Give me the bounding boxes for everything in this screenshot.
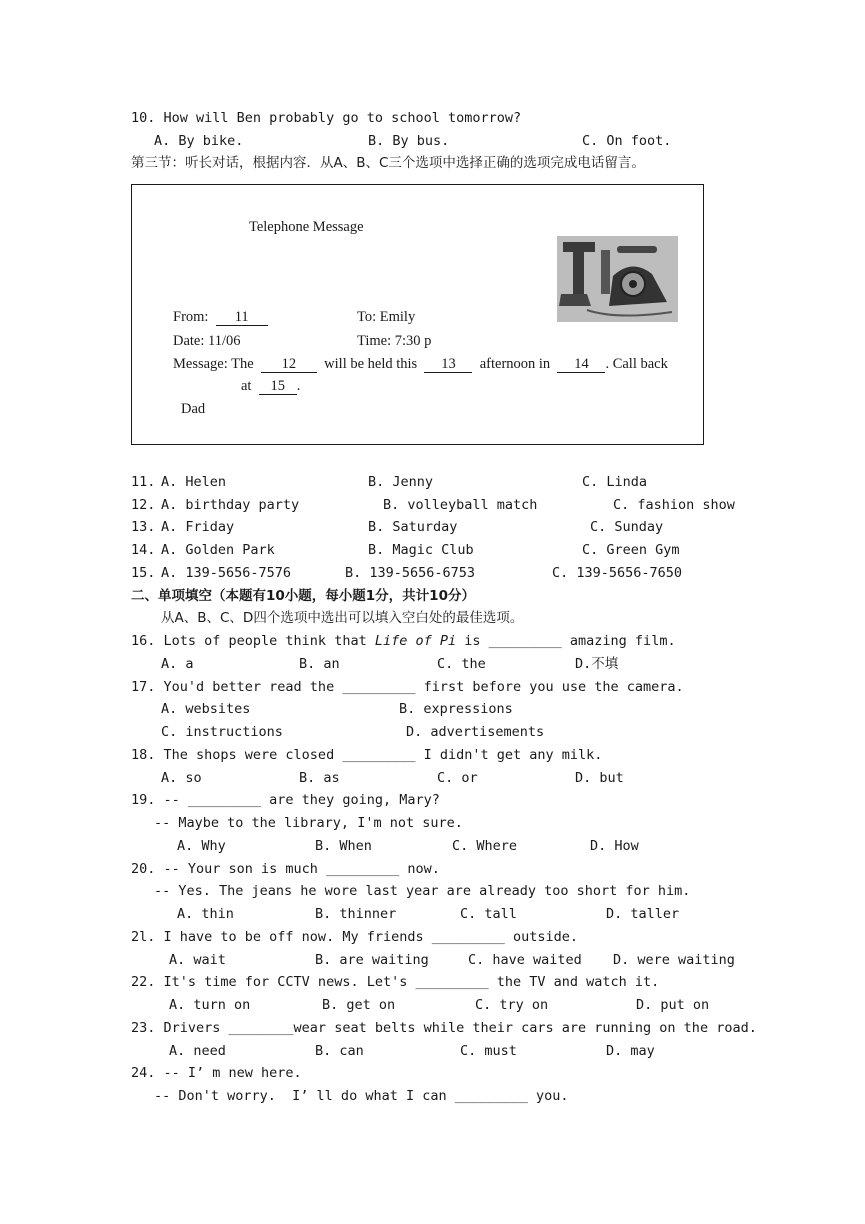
- q13-option-a: A. Friday: [161, 519, 235, 535]
- q14-option-b: B. Magic Club: [368, 542, 474, 558]
- q16-question: [131, 632, 676, 650]
- q19-option-c: C. Where: [452, 838, 518, 854]
- q12-option-b: B. volleyball match: [383, 497, 538, 513]
- message-label: Message: The: [173, 356, 254, 372]
- q17-option-c: C. instructions: [161, 724, 283, 740]
- q23-option-c: C. must: [460, 1043, 517, 1059]
- q21-option-c: C. have waited: [468, 952, 582, 968]
- q23-question: 23. Drivers ________wear seat belts while their cars are running on the road.: [131, 1020, 757, 1036]
- q14-number: 14.: [131, 542, 156, 558]
- q22-option-a: A. turn on: [169, 997, 251, 1013]
- q11-option-c: C. Linda: [582, 474, 648, 490]
- q23-option-d: D. may: [606, 1043, 655, 1059]
- q18-option-a: A. so: [161, 770, 202, 786]
- q12-number: 12.: [131, 497, 156, 513]
- q20-line1: 20. -- Your son is much _________ now.: [131, 861, 440, 877]
- q22-option-b: B. get on: [322, 997, 396, 1013]
- q15-option-a: A. 139-5656-7576: [161, 565, 292, 581]
- q19-option-b: B. When: [315, 838, 372, 854]
- blank-15: 15: [259, 379, 297, 395]
- call-back-text: . Call back: [605, 356, 668, 372]
- q19-line1: 19. -- _________ are they going, Mary?: [131, 792, 440, 808]
- q20-option-b: B. thinner: [315, 906, 397, 922]
- q17-option-b: B. expressions: [399, 701, 513, 717]
- period: .: [296, 378, 301, 394]
- q16-option-b: B. an: [299, 656, 340, 672]
- q23-option-a: A. need: [169, 1043, 226, 1059]
- q21-question: 2l. I have to be off now. My friends _________ outside.: [131, 929, 579, 945]
- q16-option-c: C. the: [437, 656, 486, 672]
- q18-option-b: B. as: [299, 770, 340, 786]
- q10-option-c: C. On foot.: [582, 133, 672, 149]
- at-text: at: [241, 378, 252, 394]
- message-body-line1: [173, 355, 668, 373]
- blank-14: 14: [557, 357, 605, 373]
- message-date: Date: 11/06: [173, 333, 241, 349]
- message-title: Telephone Message: [249, 219, 364, 235]
- q16-prefix: 16. Lots of people think that: [131, 633, 375, 649]
- q10-question: 10. How will Ben probably go to school tomorrow?: [131, 110, 522, 126]
- part2-instruction: 从A、B、C、D四个选项中选出可以填入空白处的最佳选项。: [161, 610, 524, 626]
- q11-option-a: A. Helen: [161, 474, 227, 490]
- message-to: To: Emily: [357, 309, 416, 325]
- part2-heading: 二、单项填空（本题有10小题，每小题1分，共计10分）: [131, 588, 475, 604]
- q23-option-b: B. can: [315, 1043, 364, 1059]
- q13-number: 13.: [131, 519, 156, 535]
- from-label: From:: [173, 309, 209, 325]
- q17-question: 17. You'd better read the _________ first before you use the camera.: [131, 679, 684, 695]
- q12-option-a: A. birthday party: [161, 497, 300, 513]
- section3-instruction: 第三节：听长对话，根据内容．从A、B、C三个选项中选择正确的选项完成电话留言。: [131, 155, 645, 171]
- q20-option-a: A. thin: [177, 906, 234, 922]
- q15-number: 15.: [131, 565, 156, 581]
- q21-option-d: D. were waiting: [613, 952, 735, 968]
- message-signature: Dad: [181, 401, 206, 417]
- q22-option-d: D. put on: [636, 997, 710, 1013]
- blank-13: 13: [424, 357, 472, 373]
- q12-option-c: C. fashion show: [613, 497, 735, 513]
- q19-option-a: A. Why: [177, 838, 226, 854]
- blank-12: 12: [261, 357, 317, 373]
- message-from-line: [173, 308, 268, 326]
- q21-option-a: A. wait: [169, 952, 226, 968]
- q15-option-b: B. 139-5656-6753: [345, 565, 476, 581]
- q18-option-d: D. but: [575, 770, 624, 786]
- q13-option-b: B. Saturday: [368, 519, 458, 535]
- q10-option-a: A. By bike.: [154, 133, 244, 149]
- q24-line2: -- Don't worry. I’ ll do what I can _________ you.: [154, 1088, 569, 1104]
- q16-option-d: D.不填: [575, 656, 619, 672]
- q19-option-d: D. How: [590, 838, 639, 854]
- q16-book-title: Life of Pi: [374, 633, 457, 649]
- q19-line2: -- Maybe to the library, I'm not sure.: [154, 815, 463, 831]
- q22-option-c: C. try on: [475, 997, 549, 1013]
- q17-option-d: D. advertisements: [406, 724, 545, 740]
- q16-option-a: A. a: [161, 656, 194, 672]
- q24-line1: 24. -- I’ m new here.: [131, 1065, 302, 1081]
- q10-option-b: B. By bus.: [368, 133, 450, 149]
- q15-option-c: C. 139-5656-7650: [552, 565, 683, 581]
- held-text: will be held this: [324, 356, 418, 372]
- q18-question: 18. The shops were closed _________ I didn't get any milk.: [131, 747, 603, 763]
- q14-option-a: A. Golden Park: [161, 542, 275, 558]
- q14-option-c: C. Green Gym: [582, 542, 680, 558]
- telephone-illustration-icon: [557, 236, 678, 322]
- q20-line2: -- Yes. The jeans he wore last year are already too short for him.: [154, 883, 691, 899]
- afternoon-text: afternoon in: [479, 356, 551, 372]
- q13-option-c: C. Sunday: [590, 519, 664, 535]
- q20-option-c: C. tall: [460, 906, 517, 922]
- q11-number: 11.: [131, 474, 156, 490]
- q11-option-b: B. Jenny: [368, 474, 434, 490]
- message-time: Time: 7:30 p: [357, 333, 432, 349]
- q22-question: 22. It's time for CCTV news. Let's _________ the TV and watch it.: [131, 974, 660, 990]
- q18-option-c: C. or: [437, 770, 478, 786]
- q16-suffix: is _________ amazing film.: [456, 633, 676, 649]
- q17-option-a: A. websites: [161, 701, 251, 717]
- blank-11: 11: [216, 310, 268, 326]
- message-body-line2: [241, 377, 300, 395]
- q20-option-d: D. taller: [606, 906, 680, 922]
- q21-option-b: B. are waiting: [315, 952, 429, 968]
